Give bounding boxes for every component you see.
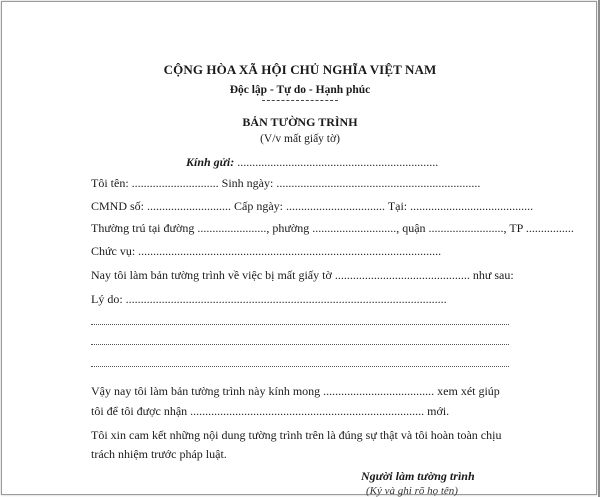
id-line	[91, 199, 533, 214]
issue-place-field[interactable]: .........................................	[410, 199, 534, 213]
reason-blank-line-3[interactable]	[91, 366, 509, 367]
recipient-line	[186, 155, 438, 170]
signature-title: Người làm tường trình	[361, 469, 475, 483]
issue-date-field[interactable]: .................................	[286, 199, 386, 213]
id-label: CMND số:	[91, 199, 145, 213]
request-lead: Vậy nay tôi làm bản tường trình này kính mong	[91, 384, 321, 398]
request-line-2	[91, 404, 449, 419]
district-label: , quận	[396, 221, 426, 235]
statement-tail: như sau:	[472, 268, 514, 282]
address-line	[91, 221, 574, 236]
issue-date-label: Cấp ngày:	[234, 199, 284, 213]
name-line	[91, 176, 480, 191]
address-label: Thường trú tại đường	[91, 221, 195, 235]
street-field[interactable]: .......................	[197, 221, 267, 235]
commitment-line-2: trách nhiệm trước pháp luật.	[91, 447, 227, 461]
dob-label: Sinh ngày:	[221, 176, 274, 190]
document-title: BẢN TƯỜNG TRÌNH	[242, 115, 358, 129]
recipient-label: Kính gửi:	[186, 155, 235, 169]
request-line-1	[91, 384, 500, 399]
national-motto: Độc lập - Tự do - Hạnh phúc	[229, 84, 371, 96]
issue-place-label: Tại:	[387, 199, 408, 213]
position-field[interactable]: .....................................................................................................	[138, 244, 442, 258]
reason-field[interactable]: ...........................................................................................................	[125, 292, 447, 306]
name-field[interactable]: .............................	[131, 176, 219, 190]
reason-blank-line-2[interactable]	[91, 344, 509, 345]
ward-field[interactable]: ............................	[312, 221, 397, 235]
signature-note: (Ký và ghi rõ họ tên)	[366, 485, 458, 497]
recipient-field[interactable]: ...................................................................	[237, 155, 439, 169]
city-label: , TP	[503, 221, 523, 235]
district-field[interactable]: .........................	[428, 221, 504, 235]
position-line	[91, 244, 441, 259]
position-label: Chức vụ:	[91, 244, 136, 258]
statement-lead: Nay tôi làm bản tường trình về việc bị mất giấy tờ	[91, 268, 332, 282]
motto-underline	[262, 100, 338, 101]
dob-field[interactable]: ....................................................................	[276, 176, 481, 190]
document-subtitle: (V/v mất giấy tờ)	[260, 133, 340, 145]
new-document-field[interactable]: ..............................................................................	[190, 404, 425, 418]
authority-field[interactable]: .....................................	[323, 384, 435, 398]
name-label: Tôi tên:	[91, 176, 129, 190]
request-line2-tail: mới.	[427, 404, 450, 418]
ward-label: , phường	[266, 221, 310, 235]
statement-line	[91, 268, 514, 283]
reason-blank-line-1[interactable]	[91, 324, 509, 325]
reason-label: Lý do:	[91, 292, 123, 306]
city-field[interactable]: ................	[525, 221, 574, 235]
reason-line	[91, 292, 447, 307]
request-line2-lead: tôi để tôi được nhận	[91, 404, 188, 418]
commitment-line-1: Tôi xin cam kết những nội dung tường trình trên là đúng sự thật và tôi hoàn toàn chịu	[91, 428, 502, 442]
id-field[interactable]: ............................	[147, 199, 232, 213]
lost-documents-field[interactable]: .............................................	[334, 268, 470, 282]
national-title: CỘNG HÒA XÃ HỘI CHỦ NGHĨA VIỆT NAM	[163, 62, 437, 77]
request-tail: xem xét giúp	[437, 384, 500, 398]
